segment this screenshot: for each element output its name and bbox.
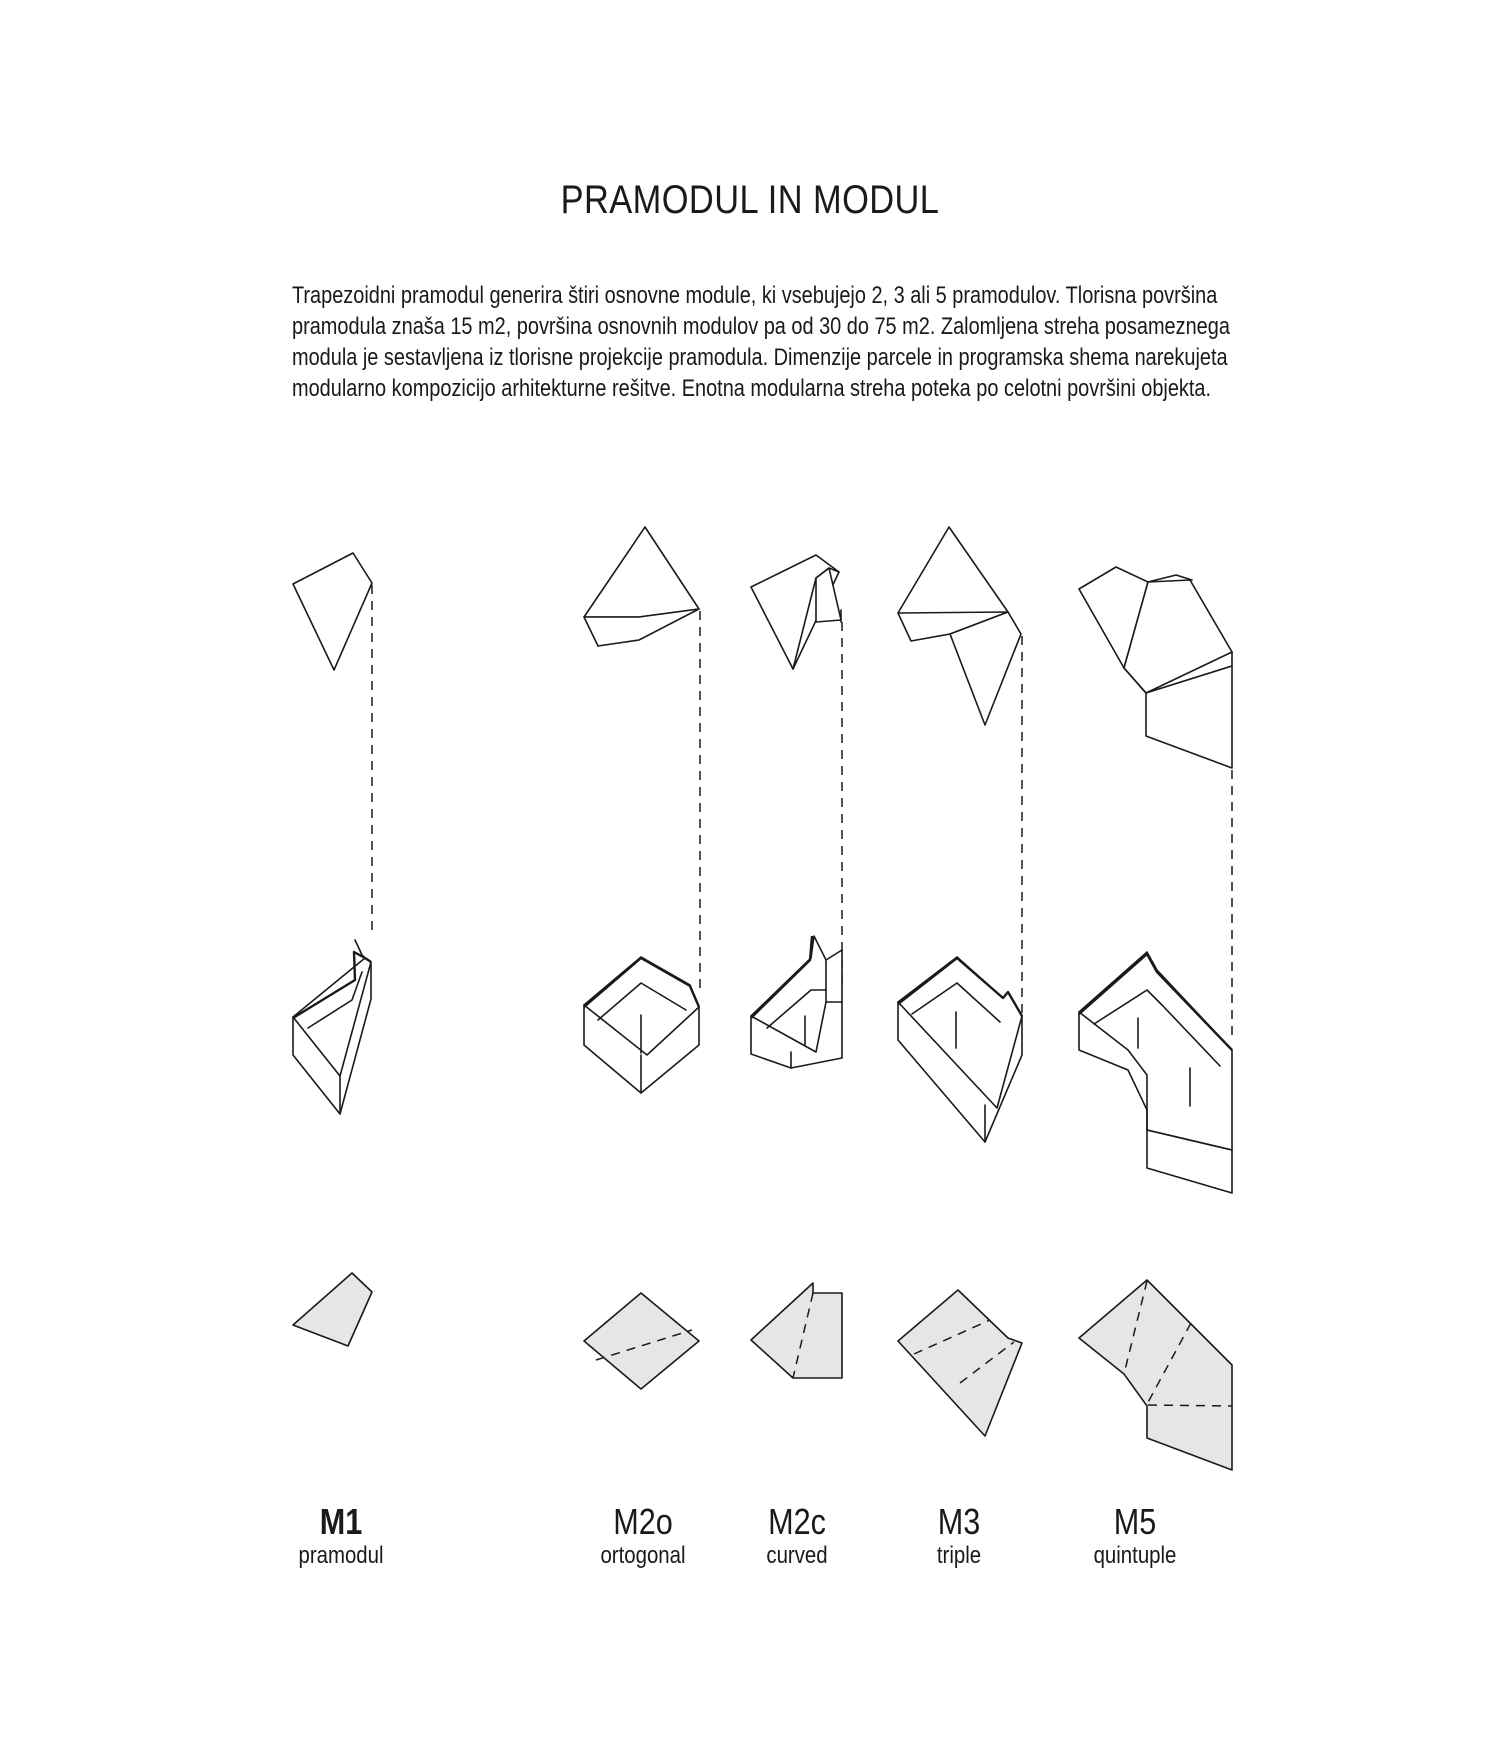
label-m2c	[707, 1502, 887, 1570]
module-code: M2o	[613, 1501, 673, 1542]
label-m1	[251, 1502, 431, 1570]
module-m2c	[751, 555, 842, 1378]
m2c-roof	[751, 555, 841, 669]
module-name: curved	[766, 1542, 828, 1569]
module-name: pramodul	[298, 1542, 384, 1569]
module-m2o	[584, 527, 700, 1389]
module-code: M2c	[768, 1501, 826, 1542]
m2o-volume	[584, 957, 699, 1093]
m3-roof	[898, 527, 1021, 725]
module-m1	[293, 553, 372, 1346]
m5-roof	[1079, 567, 1232, 768]
module-m5	[1079, 567, 1232, 1470]
m5-plan	[1079, 1280, 1232, 1470]
module-code: M3	[937, 1501, 981, 1542]
label-m3	[869, 1502, 1049, 1570]
m3-volume	[898, 957, 1022, 1142]
label-m5	[1045, 1502, 1225, 1570]
intro-line: modula je sestavljena iz tlorisne projekcije pramodula. Dimenzije parcele in programska shema narekujeta	[292, 344, 1228, 371]
module-name: ortogonal	[600, 1542, 686, 1569]
intro-line: modularno kompozicijo arhitekturne rešitve. Enotna modularna streha poteka po celotni površini objekta.	[292, 375, 1212, 402]
label-m2o	[553, 1502, 733, 1570]
module-code: M1	[319, 1501, 363, 1542]
m2c-volume	[751, 936, 842, 1068]
m1-roof	[293, 553, 372, 670]
module-m3	[898, 527, 1022, 1436]
m2c-plan	[751, 1283, 842, 1378]
intro-line: Trapezoidni pramodul generira štiri osnovne module, ki vsebujejo 2, 3 ali 5 pramodulov. Tlorisna površina	[292, 282, 1218, 309]
m1-plan	[293, 1273, 372, 1346]
page-title: PRAMODUL IN MODUL	[560, 178, 940, 222]
intro-line: pramodula znaša 15 m2, površina osnovnih modulov pa od 30 do 75 m2. Zalomljena streha posameznega	[292, 313, 1230, 340]
m3-plan	[898, 1290, 1022, 1436]
m1-volume	[293, 940, 371, 1114]
m2o-plan	[584, 1293, 699, 1389]
m2o-roof	[584, 527, 699, 646]
module-name: quintuple	[1093, 1542, 1177, 1569]
m5-volume	[1079, 952, 1232, 1193]
module-code: M5	[1113, 1501, 1157, 1542]
module-name: triple	[936, 1542, 982, 1569]
